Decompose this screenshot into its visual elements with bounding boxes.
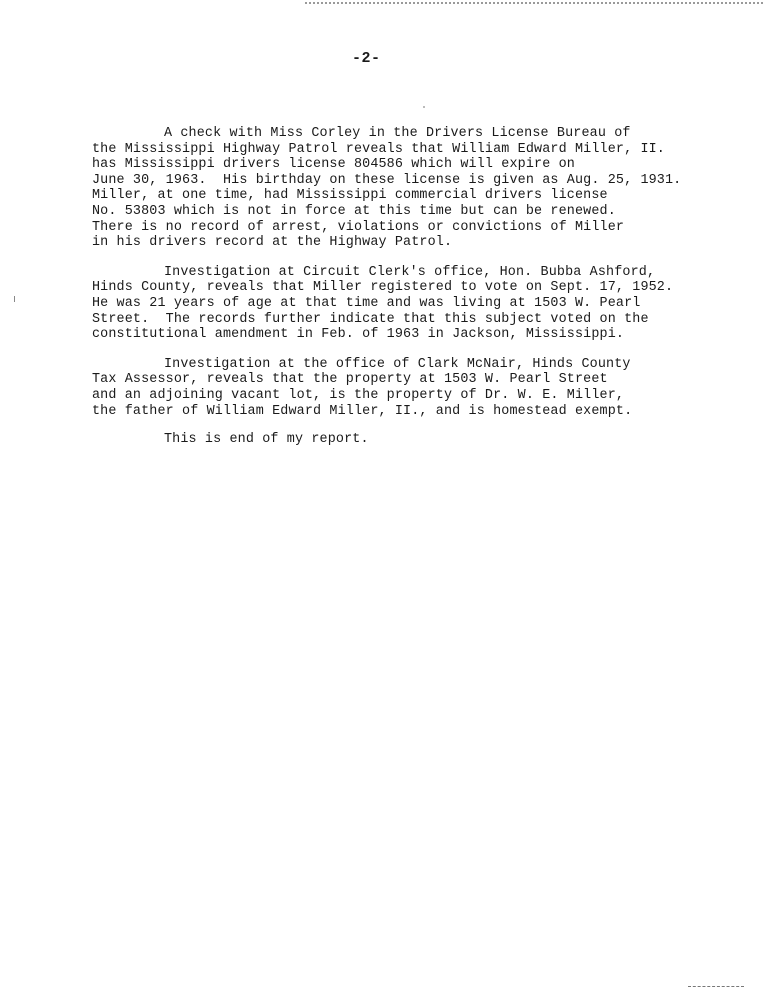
text-line: Hinds County, reveals that Miller registered to vote on Sept. 17, 1952. (92, 280, 674, 296)
bottom-edge-marks (688, 986, 744, 987)
text-line: and an adjoining vacant lot, is the property of Dr. W. E. Miller, (92, 387, 625, 403)
text-line: the father of William Edward Miller, II., and is homestead exempt. (92, 403, 633, 419)
paragraph-tax-assessor (92, 357, 762, 419)
text-line: Investigation at the office of Clark McNair, Hinds County (164, 356, 631, 372)
text-line: Miller, at one time, had Mississippi commercial drivers license (92, 188, 608, 204)
text-line: June 30, 1963. His birthday on these license is given as Aug. 25, 1931. (92, 172, 682, 188)
text-line: Investigation at Circuit Clerk's office, Hon. Bubba Ashford, (164, 264, 656, 280)
paragraph-voter-registration (92, 265, 762, 343)
text-line: in his drivers record at the Highway Patrol. (92, 235, 453, 251)
closing-statement: This is end of my report. (164, 432, 369, 448)
text-line: has Mississippi drivers license 804586 which will expire on (92, 157, 575, 173)
top-perforation-marks (305, 2, 763, 4)
page-number: -2- (352, 50, 381, 67)
text-line: No. 53803 which is not in force at this time but can be renewed. (92, 203, 616, 219)
text-line: the Mississippi Highway Patrol reveals that William Edward Miller, II. (92, 141, 665, 157)
paragraph-drivers-license (92, 126, 762, 251)
text-line: Tax Assessor, reveals that the property at 1503 W. Pearl Street (92, 372, 608, 388)
margin-tick (14, 296, 15, 302)
text-line: constitutional amendment in Feb. of 1963 in Jackson, Mississippi. (92, 327, 625, 343)
text-line: A check with Miss Corley in the Drivers License Bureau of (164, 126, 631, 141)
text-line: Street. The records further indicate that this subject voted on the (92, 311, 649, 327)
stray-mark (423, 106, 425, 108)
text-line: There is no record of arrest, violations or convictions of Miller (92, 219, 625, 235)
text-line: He was 21 years of age at that time and was living at 1503 W. Pearl (92, 295, 641, 311)
report-body (92, 126, 762, 448)
